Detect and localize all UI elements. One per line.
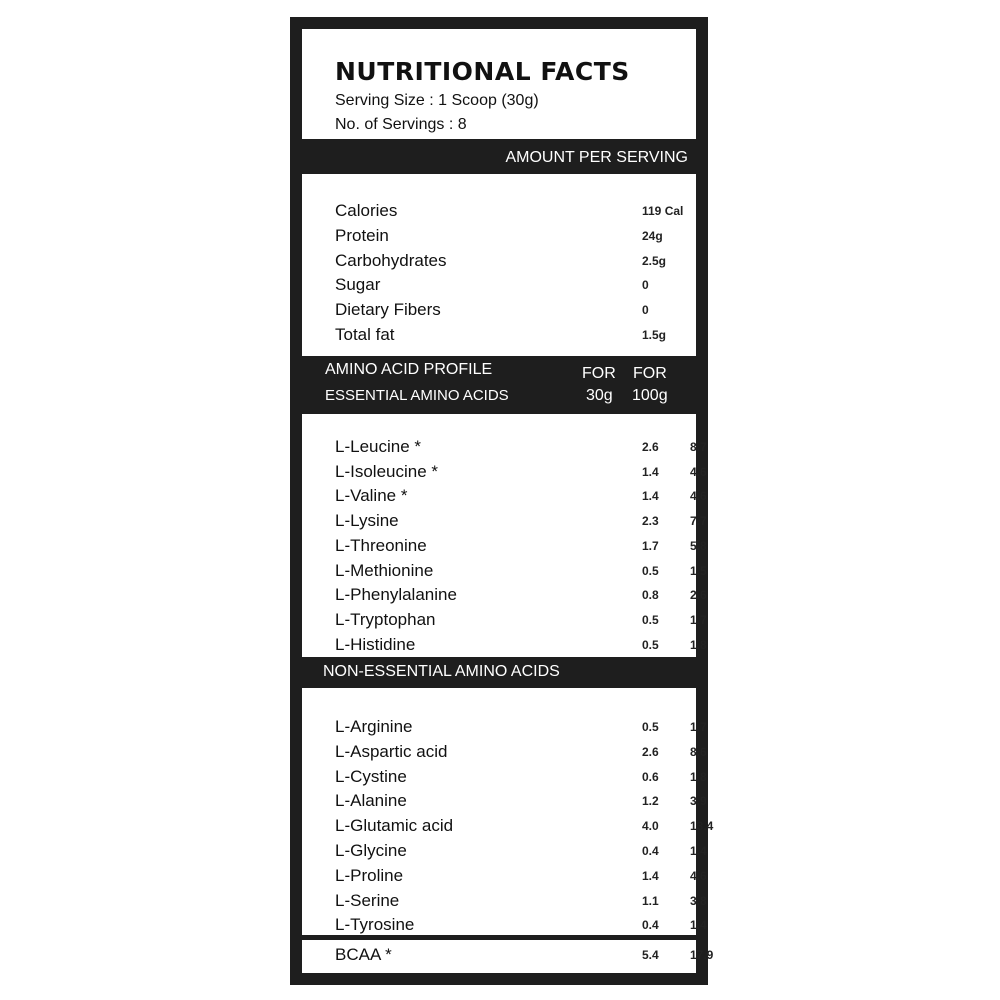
row-value-100g: 1.8 <box>690 769 707 784</box>
row-name: L-Alanine <box>335 791 407 811</box>
row-name: L-Methionine <box>335 560 434 580</box>
row-value-100g: 2.6 <box>690 588 707 603</box>
table-row <box>335 511 707 535</box>
row-value-100g: 3.8 <box>690 893 707 908</box>
table-row <box>335 251 696 275</box>
row-value-30g: 1.4 <box>642 868 659 883</box>
row-name: Total fat <box>335 325 395 344</box>
row-value-30g: 2.6 <box>642 440 659 454</box>
table-row <box>335 609 707 634</box>
row-value-30g: 1.1 <box>642 893 659 908</box>
row-value-30g: 0.4 <box>642 844 659 858</box>
row-value-100g: 1.7 <box>690 612 707 627</box>
serving-size: Serving Size : 1 Scoop (30g) <box>335 92 539 109</box>
row-value-30g: 1.7 <box>642 538 659 553</box>
row-value: 0 <box>642 303 649 318</box>
row-value-100g: 8.7 <box>690 440 707 454</box>
row-value-30g: 4.0 <box>642 819 659 834</box>
row-value-100g: 1.4 <box>690 844 707 858</box>
table-row <box>335 816 714 840</box>
row-value-100g: 7.7 <box>690 514 707 529</box>
row-value-30g: 1.4 <box>642 489 659 504</box>
bcaa-panel <box>302 940 714 973</box>
row-name: L-Phenylalanine <box>335 585 457 605</box>
row-name: L-Histidine <box>335 634 416 654</box>
col-100g-heading-line1: FOR <box>633 365 667 382</box>
row-value-100g: 4.6 <box>690 489 707 504</box>
row-name: L-Aspartic acid <box>335 741 448 761</box>
table-row <box>335 915 707 939</box>
row-name: L-Isoleucine * <box>335 461 439 481</box>
row-value-100g: 5.8 <box>690 538 707 553</box>
nutrients-panel <box>302 174 696 356</box>
row-value-100g: 3.9 <box>690 794 707 809</box>
row-value-30g: 0.8 <box>642 588 659 603</box>
table-row <box>335 275 696 299</box>
row-value: 24g <box>642 228 663 243</box>
table-row <box>335 741 707 766</box>
table-row <box>335 300 696 324</box>
table-row <box>335 585 707 609</box>
row-name: L-Leucine * <box>335 437 422 456</box>
amino-acid-profile-heading: AMINO ACID PROFILE <box>325 361 493 378</box>
row-name: Protein <box>335 225 389 245</box>
table-row <box>335 865 707 890</box>
non-essential-amino-acids-panel <box>302 688 714 935</box>
row-value-30g: 0.4 <box>642 918 659 933</box>
row-value-30g: 0.6 <box>642 769 659 784</box>
table-row <box>335 461 707 486</box>
row-value-100g: 1.8 <box>690 637 707 652</box>
row-value-100g: 4.6 <box>690 464 707 479</box>
row-value-30g: 2.3 <box>642 514 659 529</box>
table-row <box>335 201 696 225</box>
row-value-100g: 13.4 <box>690 819 714 834</box>
row-name: Sugar <box>335 275 381 295</box>
table-row <box>335 717 707 741</box>
amount-per-serving-heading: AMOUNT PER SERVING <box>505 149 688 166</box>
table-row <box>335 486 707 510</box>
table-row <box>335 437 707 461</box>
row-name: L-Glutamic acid <box>335 816 454 836</box>
non-essential-amino-acids-heading: NON-ESSENTIAL AMINO ACIDS <box>323 663 560 680</box>
row-name: Dietary Fibers <box>335 300 441 320</box>
table-row <box>335 226 696 250</box>
table-row <box>335 841 707 865</box>
row-name: L-Proline <box>335 865 404 885</box>
row-name: L-Arginine <box>335 717 413 736</box>
header-panel <box>302 29 696 139</box>
row-name: L-Valine * <box>335 486 408 506</box>
row-value-30g: 2.6 <box>642 744 659 759</box>
row-value-100g: 8.6 <box>690 744 707 759</box>
essential-amino-acids-heading: ESSENTIAL AMINO ACIDS <box>325 387 509 404</box>
row-value-100g: 1.4 <box>690 918 707 933</box>
row-value-100g: 1.7 <box>690 720 707 734</box>
col-30g-heading-line1: FOR <box>582 365 616 382</box>
col-30g-heading-line2: 30g <box>586 387 613 404</box>
row-value-30g: 0.5 <box>642 612 659 627</box>
row-name: Calories <box>335 201 398 220</box>
row-name: L-Tryptophan <box>335 609 436 629</box>
bcaa-value-100g: 17.9 <box>690 948 714 962</box>
table-row <box>335 791 707 815</box>
row-value-30g: 0.5 <box>642 637 659 652</box>
row-value-30g: 0.5 <box>642 563 659 578</box>
row-value: 2.5g <box>642 253 667 268</box>
col-100g-heading-line2: 100g <box>632 387 668 404</box>
table-row <box>335 560 707 585</box>
row-name: L-Cystine <box>335 766 407 786</box>
bcaa-value-30g: 5.4 <box>642 948 659 962</box>
row-value: 119 Cal <box>642 204 684 218</box>
row-name: L-Threonine <box>335 535 427 555</box>
servings-count: No. of Servings : 8 <box>335 116 467 133</box>
label-title: NUTRITIONAL FACTS <box>335 57 630 86</box>
bcaa-name: BCAA * <box>335 945 392 964</box>
row-value-30g: 0.5 <box>642 720 659 734</box>
essential-amino-acids-panel <box>302 414 707 657</box>
row-value: 0 <box>642 278 649 293</box>
bcaa-row <box>335 945 714 969</box>
row-value-30g: 1.4 <box>642 464 659 479</box>
row-name: L-Tyrosine <box>335 915 415 935</box>
table-row <box>335 766 707 791</box>
row-value-100g: 1.5 <box>690 563 707 578</box>
row-name: L-Serine <box>335 890 400 910</box>
table-row <box>335 890 707 915</box>
row-value-100g: 4.6 <box>690 868 707 883</box>
row-value: 1.5g <box>642 328 667 342</box>
row-value-30g: 1.2 <box>642 794 659 809</box>
table-row <box>335 634 707 659</box>
row-name: L-Glycine <box>335 841 407 860</box>
row-name: L-Lysine <box>335 511 399 531</box>
table-row <box>335 535 707 560</box>
table-row <box>335 325 696 349</box>
row-name: Carbohydrates <box>335 250 447 270</box>
nutrition-label <box>290 17 714 985</box>
